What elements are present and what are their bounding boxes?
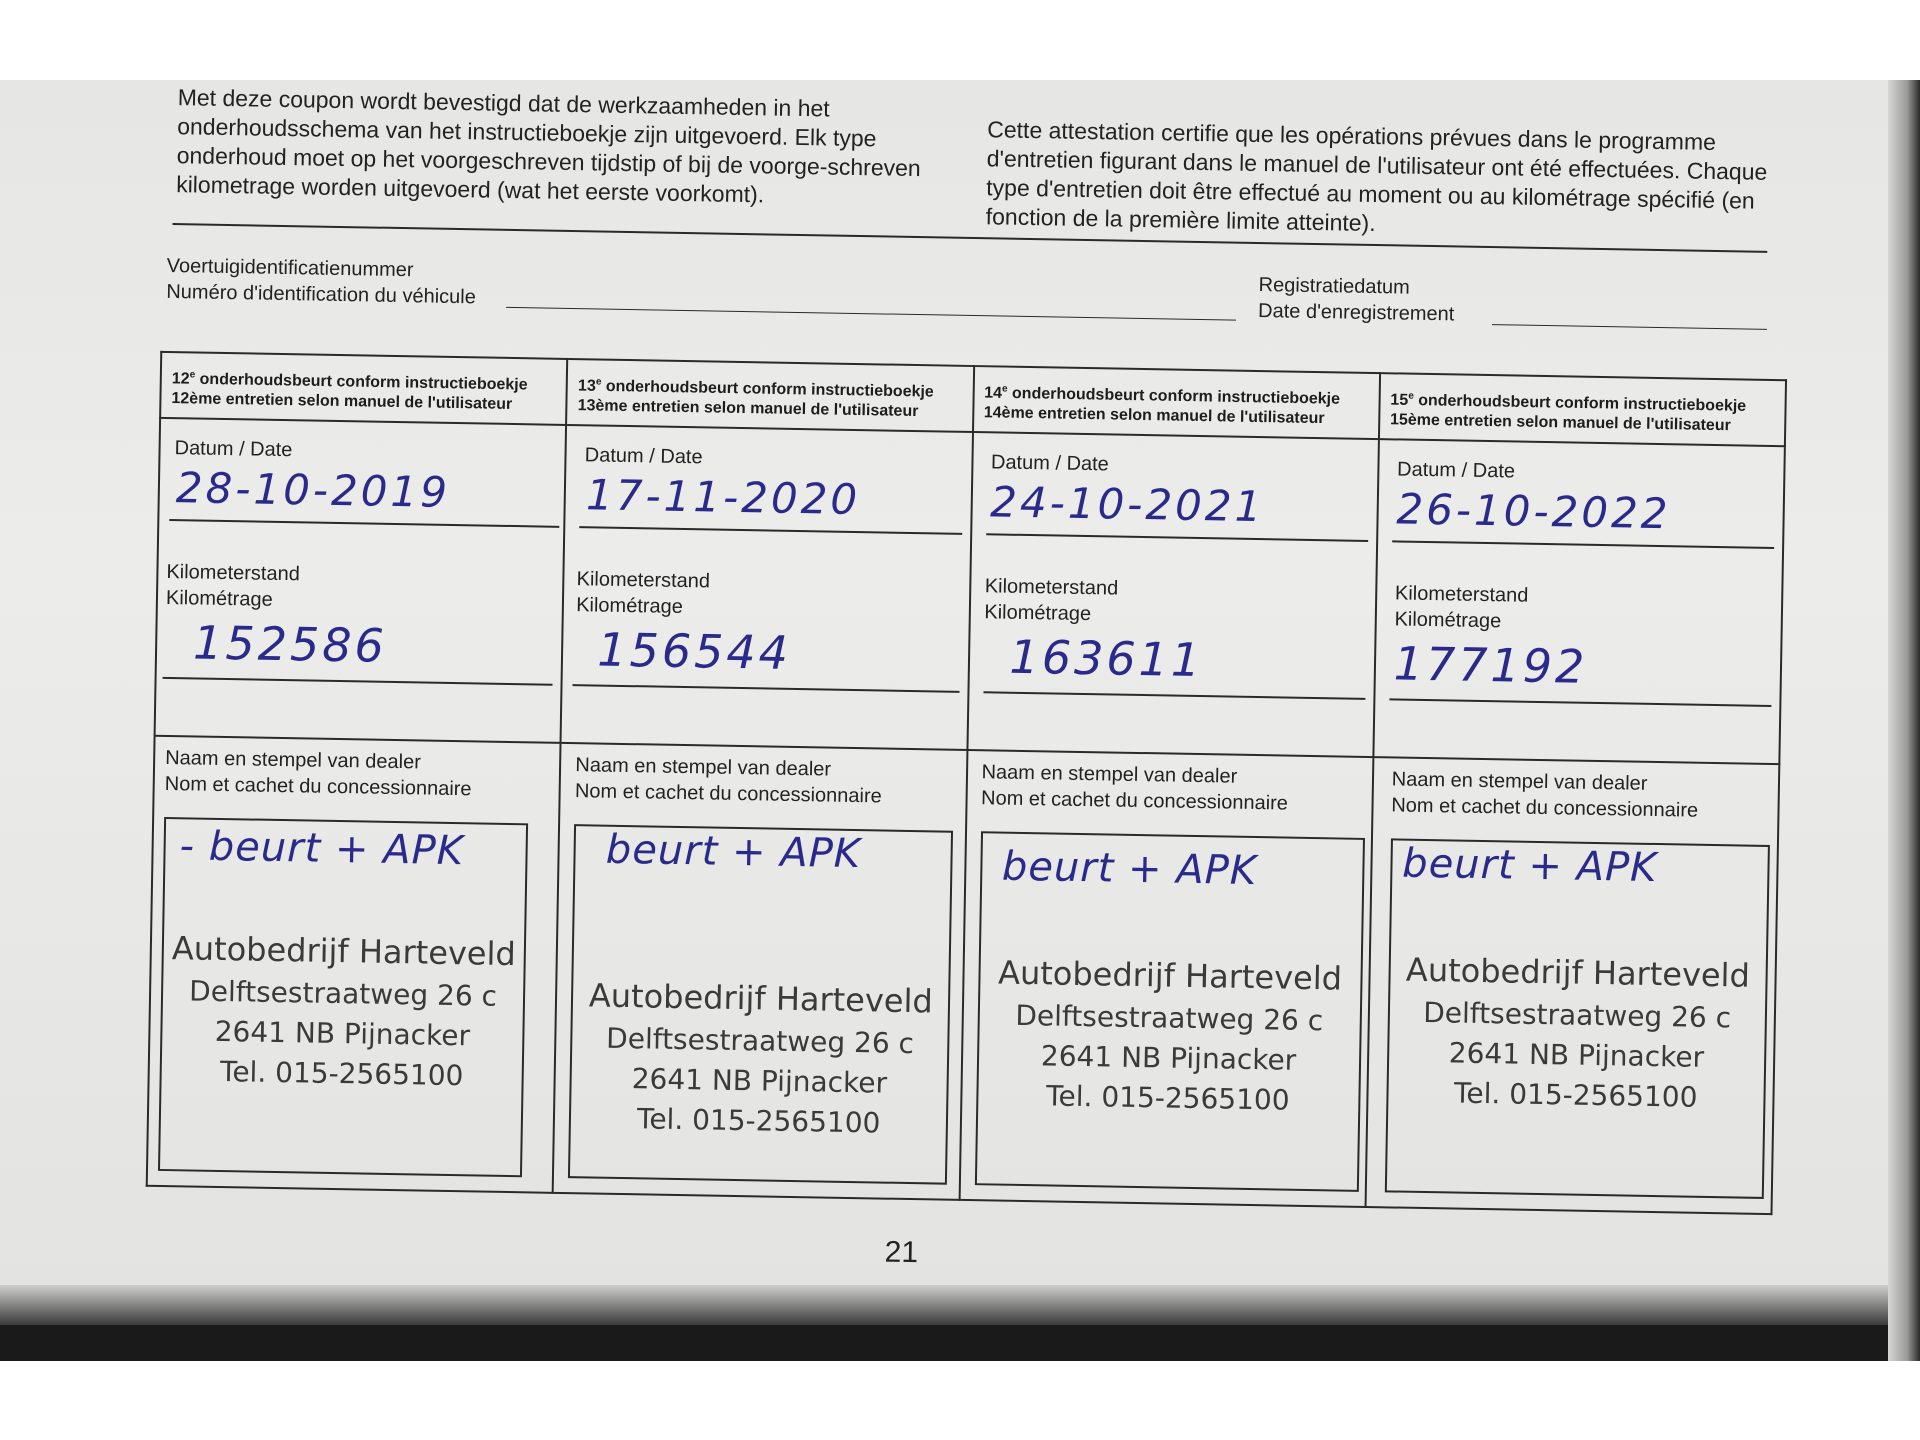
page-edge-bottom	[0, 1285, 1920, 1325]
date-line	[169, 519, 559, 528]
reg-line	[1492, 324, 1767, 330]
dealer-label-fr: Nom et cachet du concessionnaire	[1391, 794, 1699, 822]
handwritten-date: 17-11-2020	[585, 470, 861, 525]
header-cell-12	[160, 352, 567, 425]
page-content	[0, 80, 1920, 1323]
date-line	[1392, 540, 1774, 549]
photo-frame	[0, 80, 1920, 1361]
dealer-stamp-box	[568, 824, 953, 1185]
date-km-cell-13	[561, 425, 973, 750]
km-label-fr: Kilométrage	[984, 601, 1092, 626]
header-fr: 14ème entretien selon manuel de l'utilisateur	[983, 404, 1325, 428]
vin-label-nl: Voertuigidentificatienummer	[166, 254, 414, 282]
dealer-label-nl: Naam en stempel van dealer	[981, 761, 1238, 788]
stamp-phone: Tel. 015-2565100	[1045, 1079, 1290, 1117]
stamp-company-name: Autobedrijf Harteveld	[171, 929, 517, 974]
handwritten-signature: beurt + APK	[605, 826, 862, 878]
dealer-label-nl: Naam en stempel van dealer	[575, 754, 832, 781]
page-edge-right	[1888, 80, 1920, 1361]
booklet-page	[0, 80, 1920, 1290]
km-line	[983, 691, 1365, 700]
page-number: 21	[884, 1235, 919, 1270]
date-km-cell-12	[155, 418, 567, 743]
date-label: Datum / Date	[584, 444, 703, 469]
stamp-company-name: Autobedrijf Harteveld	[1405, 950, 1751, 995]
stamp-street: Delftsestraatweg 26 c	[1422, 995, 1732, 1035]
date-label: Datum / Date	[174, 437, 293, 462]
dealer-cell-12	[147, 736, 561, 1193]
km-label-fr: Kilométrage	[1394, 608, 1502, 633]
stamp-city: 2641 NB Pijnacker	[1448, 1036, 1705, 1074]
km-label-fr: Kilométrage	[575, 594, 684, 618]
stamp-city: 2641 NB Pijnacker	[1040, 1039, 1297, 1077]
handwritten-date: 24-10-2021	[989, 477, 1265, 532]
dealer-cell-13	[553, 743, 967, 1200]
dealer-stamp-box	[974, 831, 1364, 1192]
km-line	[163, 677, 553, 686]
date-line	[580, 526, 962, 535]
km-label-nl: Kilometerstand	[166, 560, 301, 586]
superscript-e: e	[1001, 383, 1008, 395]
header-num: 14	[984, 384, 1003, 402]
stamp-company-name: Autobedrijf Harteveld	[588, 976, 934, 1021]
header-fr: 13ème entretien selon manuel de l'utilisateur	[577, 397, 919, 421]
intro-french: Cette attestation certifie que les opérations prévues dans le programme d'entretien figurant dans le manuel de l'utilisateur ont été effectuées. Chaque type d'entretien doit être effectué au moment ou au kilométrage spécifié (en fonction de la première limite atteinte).	[985, 116, 1768, 237]
header-num: 12	[171, 370, 190, 388]
dealer-label-nl: Naam en stempel van dealer	[165, 746, 422, 774]
reg-label-nl: Registratiedatum	[1258, 273, 1410, 299]
header-num: 15	[1390, 391, 1409, 409]
handwritten-date: 26-10-2022	[1396, 484, 1671, 539]
handwritten-date: 28-10-2019	[175, 463, 451, 517]
handwritten-signature: - beurt + APK	[179, 823, 465, 875]
handwritten-km: 152586	[192, 615, 388, 673]
stamp-phone: Tel. 015-2565100	[219, 1054, 464, 1093]
header-nl: onderhoudsbeurt conform instructieboekje	[601, 377, 934, 401]
date-km-cell-14	[967, 432, 1379, 757]
header-cell-15	[1379, 373, 1786, 446]
header-fr: 12ème entretien selon manuel de l'utilisateur	[171, 390, 513, 414]
header-fr: 15ème entretien selon manuel de l'utilisateur	[1389, 411, 1731, 435]
reg-label-fr: Date d'enregistrement	[1257, 299, 1455, 326]
header-cell-14	[973, 366, 1380, 439]
header-nl: onderhoudsbeurt conform instructieboekje	[1413, 392, 1747, 415]
header-nl: onderhoudsbeurt conform instructieboekje	[195, 370, 528, 394]
dealer-cell-14	[959, 750, 1373, 1207]
dealer-label-nl: Naam en stempel van dealer	[1391, 768, 1648, 795]
intro-dutch: Met deze coupon wordt bevestigd dat de werkzaamheden in het onderhoudsschema van het instructieboekje zijn uitgevoerd. Elk type onderhoud moet op het voorgeschreven tijdstip of bij de voorge-schreven kilometrage worden uitgevoerd (wat het eerste voorkomt).	[175, 84, 921, 208]
date-km-cell-15	[1373, 439, 1785, 764]
superscript-e: e	[595, 376, 602, 388]
km-label-nl: Kilometerstand	[576, 568, 711, 593]
header-num: 13	[577, 377, 596, 395]
stamp-street: Delftsestraatweg 26 c	[188, 974, 498, 1013]
km-label-nl: Kilometerstand	[1394, 582, 1529, 607]
date-label: Datum / Date	[990, 451, 1109, 476]
dealer-label-fr: Nom et cachet du concessionnaire	[574, 780, 882, 808]
handwritten-km: 156544	[596, 622, 792, 680]
header-cell-13	[566, 359, 973, 432]
km-line	[1389, 698, 1771, 707]
handwritten-km: 177192	[1393, 636, 1588, 694]
km-label-nl: Kilometerstand	[984, 575, 1119, 600]
stamp-street: Delftsestraatweg 26 c	[1015, 998, 1324, 1038]
km-label-fr: Kilométrage	[165, 586, 273, 611]
stamp-street: Delftsestraatweg 26 c	[605, 1021, 915, 1061]
dealer-cell-15	[1365, 757, 1779, 1214]
superscript-e: e	[1408, 390, 1414, 402]
vin-label-fr: Numéro d'identification du véhicule	[166, 280, 477, 309]
header-nl: onderhoudsbeurt conform instructieboekje	[1007, 384, 1341, 408]
dealer-label-fr: Nom et cachet du concessionnaire	[980, 787, 1289, 815]
handwritten-signature: beurt + APK	[1401, 840, 1658, 892]
dealer-stamp-box	[1385, 838, 1770, 1199]
stamp-city: 2641 NB Pijnacker	[631, 1062, 888, 1100]
km-line	[573, 684, 959, 693]
dealer-stamp-box	[158, 817, 528, 1177]
date-km-row	[155, 418, 1785, 764]
superscript-e: e	[189, 369, 196, 381]
stamp-phone: Tel. 015-2565100	[636, 1102, 881, 1140]
date-label: Datum / Date	[1396, 458, 1516, 483]
vin-line	[506, 307, 1236, 321]
stamp-company-name: Autobedrijf Harteveld	[997, 953, 1343, 998]
dealer-label-fr: Nom et cachet du concessionnaire	[164, 772, 472, 801]
service-table	[146, 351, 1787, 1215]
handwritten-km: 163611	[1009, 629, 1204, 688]
date-line	[986, 533, 1368, 542]
stamp-city: 2641 NB Pijnacker	[214, 1014, 471, 1053]
dealer-row	[147, 736, 1780, 1214]
handwritten-signature: beurt + APK	[1001, 843, 1258, 895]
stamp-phone: Tel. 015-2565100	[1453, 1076, 1698, 1114]
